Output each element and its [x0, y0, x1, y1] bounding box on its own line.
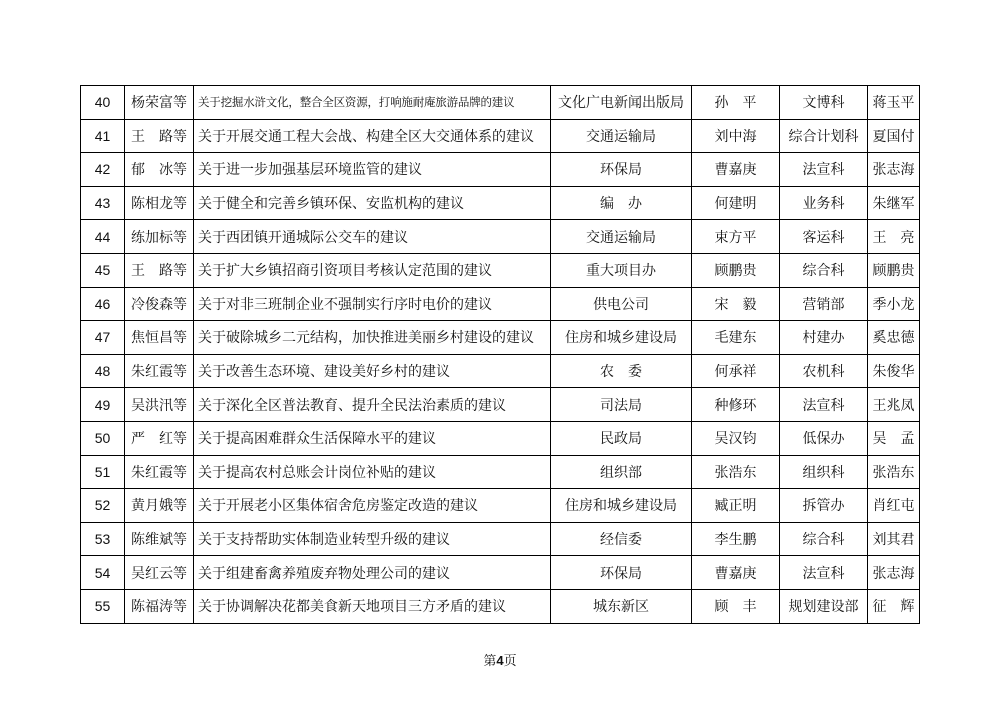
proposal-title-cell: 关于开展老小区集体宿舍危房鉴定改造的建议	[194, 489, 551, 523]
handling-office-cell: 综合计划科	[780, 119, 868, 153]
proposal-title-cell: 关于提高农村总账会计岗位补贴的建议	[194, 455, 551, 489]
responsible-person-cell: 曹嘉庚	[692, 556, 780, 590]
handling-office-cell: 营销部	[780, 287, 868, 321]
proposal-title-cell: 关于西团镇开通城际公交车的建议	[194, 220, 551, 254]
row-number-cell: 48	[81, 354, 125, 388]
proposer-cell: 朱红霞等	[125, 455, 194, 489]
responsible-person-cell: 何承祥	[692, 354, 780, 388]
row-number-cell: 43	[81, 186, 125, 220]
contact-person-cell: 肖红屯	[868, 489, 920, 523]
proposal-title-cell: 关于挖掘水浒文化，整合全区资源，打响施耐庵旅游品牌的建议	[194, 86, 551, 120]
row-number-cell: 41	[81, 119, 125, 153]
responsible-person-cell: 孙 平	[692, 86, 780, 120]
contact-person-cell: 张志海	[868, 556, 920, 590]
proposer-cell: 朱红霞等	[125, 354, 194, 388]
responsible-person-cell: 曹嘉庚	[692, 153, 780, 187]
responsible-person-cell: 顾 丰	[692, 589, 780, 623]
table-row	[81, 455, 920, 489]
proposal-title-cell: 关于进一步加强基层环境监管的建议	[194, 153, 551, 187]
proposal-title-cell: 关于破除城乡二元结构，加快推进美丽乡村建设的建议	[194, 321, 551, 355]
table-row	[81, 354, 920, 388]
table-row	[81, 153, 920, 187]
responsible-person-cell: 张浩东	[692, 455, 780, 489]
table-row	[81, 287, 920, 321]
proposal-title-cell: 关于健全和完善乡镇环保、安监机构的建议	[194, 186, 551, 220]
contact-person-cell: 张志海	[868, 153, 920, 187]
contact-person-cell: 季小龙	[868, 287, 920, 321]
contact-person-cell: 王兆凤	[868, 388, 920, 422]
proposer-cell: 吴红云等	[125, 556, 194, 590]
handling-department-cell: 农 委	[551, 354, 692, 388]
handling-office-cell: 文博科	[780, 86, 868, 120]
proposer-cell: 黄月娥等	[125, 489, 194, 523]
proposer-cell: 练加标等	[125, 220, 194, 254]
proposal-title-cell: 关于开展交通工程大会战、构建全区大交通体系的建议	[194, 119, 551, 153]
contact-person-cell: 刘其君	[868, 522, 920, 556]
contact-person-cell: 顾鹏贵	[868, 253, 920, 287]
responsible-person-cell: 宋 毅	[692, 287, 780, 321]
handling-office-cell: 法宣科	[780, 556, 868, 590]
responsible-person-cell: 李生鹏	[692, 522, 780, 556]
proposal-title-cell: 关于组建畜禽养殖废弃物处理公司的建议	[194, 556, 551, 590]
proposer-cell: 王 路等	[125, 253, 194, 287]
proposal-title-cell: 关于改善生态环境、建设美好乡村的建议	[194, 354, 551, 388]
proposer-cell: 严 红等	[125, 421, 194, 455]
table-row	[81, 556, 920, 590]
row-number-cell: 44	[81, 220, 125, 254]
handling-office-cell: 综合科	[780, 253, 868, 287]
proposal-title-cell: 关于提高困难群众生活保障水平的建议	[194, 421, 551, 455]
table-row	[81, 589, 920, 623]
contact-person-cell: 征 辉	[868, 589, 920, 623]
page-number: 4	[496, 653, 504, 668]
responsible-person-cell: 臧正明	[692, 489, 780, 523]
proposer-cell: 杨荣富等	[125, 86, 194, 120]
contact-person-cell: 朱俊华	[868, 354, 920, 388]
contact-person-cell: 朱继军	[868, 186, 920, 220]
table-row	[81, 186, 920, 220]
handling-department-cell: 组织部	[551, 455, 692, 489]
row-number-cell: 53	[81, 522, 125, 556]
handling-department-cell: 住房和城乡建设局	[551, 321, 692, 355]
table-row	[81, 388, 920, 422]
proposer-cell: 焦恒昌等	[125, 321, 194, 355]
responsible-person-cell: 顾鹏贵	[692, 253, 780, 287]
page-footer	[0, 650, 1000, 669]
row-number-cell: 40	[81, 86, 125, 120]
proposer-cell: 冷俊森等	[125, 287, 194, 321]
contact-person-cell: 夏国付	[868, 119, 920, 153]
handling-office-cell: 村建办	[780, 321, 868, 355]
handling-department-cell: 重大项目办	[551, 253, 692, 287]
row-number-cell: 47	[81, 321, 125, 355]
contact-person-cell: 王 亮	[868, 220, 920, 254]
row-number-cell: 45	[81, 253, 125, 287]
table-row	[81, 86, 920, 120]
table-row	[81, 489, 920, 523]
responsible-person-cell: 吴汉钧	[692, 421, 780, 455]
responsible-person-cell: 毛建东	[692, 321, 780, 355]
proposer-cell: 陈相龙等	[125, 186, 194, 220]
row-number-cell: 46	[81, 287, 125, 321]
responsible-person-cell: 刘中海	[692, 119, 780, 153]
handling-department-cell: 城东新区	[551, 589, 692, 623]
table-row	[81, 220, 920, 254]
proposal-title-cell: 关于扩大乡镇招商引资项目考核认定范围的建议	[194, 253, 551, 287]
row-number-cell: 49	[81, 388, 125, 422]
handling-office-cell: 组织科	[780, 455, 868, 489]
handling-department-cell: 司法局	[551, 388, 692, 422]
table-row	[81, 522, 920, 556]
handling-office-cell: 低保办	[780, 421, 868, 455]
handling-department-cell: 交通运输局	[551, 119, 692, 153]
handling-office-cell: 综合科	[780, 522, 868, 556]
handling-department-cell: 供电公司	[551, 287, 692, 321]
proposal-title-cell: 关于协调解决花都美食新天地项目三方矛盾的建议	[194, 589, 551, 623]
proposal-title-cell: 关于对非三班制企业不强制实行序时电价的建议	[194, 287, 551, 321]
handling-office-cell: 客运科	[780, 220, 868, 254]
handling-department-cell: 环保局	[551, 153, 692, 187]
table-body	[81, 86, 920, 624]
handling-department-cell: 民政局	[551, 421, 692, 455]
contact-person-cell: 蒋玉平	[868, 86, 920, 120]
row-number-cell: 50	[81, 421, 125, 455]
table-row	[81, 421, 920, 455]
proposal-title-cell: 关于支持帮助实体制造业转型升级的建议	[194, 522, 551, 556]
proposer-cell: 陈维斌等	[125, 522, 194, 556]
handling-office-cell: 业务科	[780, 186, 868, 220]
handling-department-cell: 文化广电新闻出版局	[551, 86, 692, 120]
handling-office-cell: 法宣科	[780, 388, 868, 422]
handling-department-cell: 经信委	[551, 522, 692, 556]
contact-person-cell: 吴 孟	[868, 421, 920, 455]
handling-department-cell: 住房和城乡建设局	[551, 489, 692, 523]
handling-office-cell: 农机科	[780, 354, 868, 388]
table-row	[81, 321, 920, 355]
proposal-table	[80, 85, 920, 624]
handling-office-cell: 规划建设部	[780, 589, 868, 623]
row-number-cell: 51	[81, 455, 125, 489]
handling-department-cell: 编 办	[551, 186, 692, 220]
row-number-cell: 42	[81, 153, 125, 187]
handling-office-cell: 拆管办	[780, 489, 868, 523]
table-row	[81, 253, 920, 287]
responsible-person-cell: 种修环	[692, 388, 780, 422]
proposer-cell: 吴洪汛等	[125, 388, 194, 422]
contact-person-cell: 张浩东	[868, 455, 920, 489]
responsible-person-cell: 何建明	[692, 186, 780, 220]
proposer-cell: 王 路等	[125, 119, 194, 153]
row-number-cell: 52	[81, 489, 125, 523]
row-number-cell: 54	[81, 556, 125, 590]
responsible-person-cell: 束方平	[692, 220, 780, 254]
proposer-cell: 郁 冰等	[125, 153, 194, 187]
contact-person-cell: 奚忠德	[868, 321, 920, 355]
proposer-cell: 陈福涛等	[125, 589, 194, 623]
footer-suffix: 页	[503, 654, 517, 669]
handling-department-cell: 交通运输局	[551, 220, 692, 254]
proposal-title-cell: 关于深化全区普法教育、提升全民法治素质的建议	[194, 388, 551, 422]
handling-department-cell: 环保局	[551, 556, 692, 590]
footer-prefix: 第	[483, 654, 497, 669]
handling-office-cell: 法宣科	[780, 153, 868, 187]
row-number-cell: 55	[81, 589, 125, 623]
table-row	[81, 119, 920, 153]
